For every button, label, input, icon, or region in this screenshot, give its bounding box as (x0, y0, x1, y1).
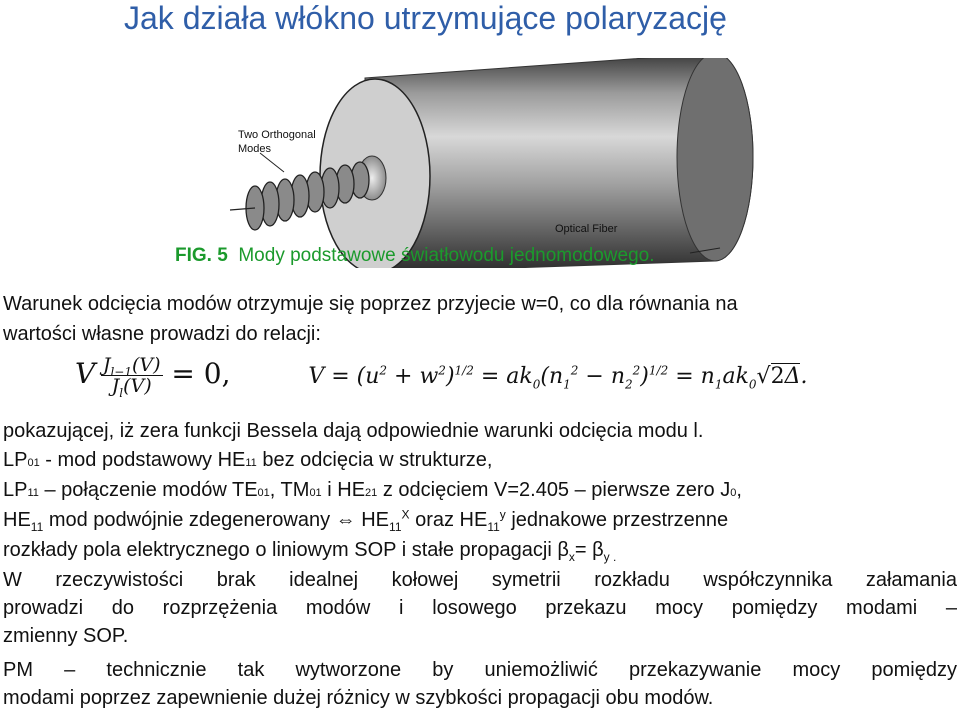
equation-1-render: V $\frac{J_{l-1}(V)}{J_l(V)}$ = 0, (75, 354, 231, 400)
modes-label-line1: Two Orthogonal (238, 129, 316, 141)
paragraph-pm: PM – technicznie tak wytworzone by uniemożliwić przekazywanie mocy pomiędzy modami poprzez zapewnienie dużej różnicy w szybkości propagacji obu modów. (3, 659, 957, 709)
intro-line-1: Warunek odcięcia modów otrzymuje się poprzez przyjecie w=0, co dla równania na (3, 293, 738, 315)
modes-label-line2: Modes (238, 143, 272, 155)
lp11-line: LP11 – połączenie modów TE01, TM01 i HE21 z odcięciem V=2.405 – pierwsze zero J0, (3, 479, 742, 501)
propagation-line: rozkłady pola elektrycznego o liniowym SOP i stałe propagacji $\beta_x= \beta_{y .}$ (3, 539, 617, 564)
bessel-equations (75, 354, 808, 400)
fiber-far-end (677, 58, 753, 261)
paragraph-symmetry: W rzeczywistości brak idealnej kołowej symetrii rozkładu współczynnika załamania prowadzi do rozprzężenia modów i losowego przekazu mocy pomiędzy modami – zmienny SOP. (3, 569, 957, 647)
bessel-line: pokazującej, iż zera funkcji Bessela dają odpowiednie warunki odcięcia modu l. (3, 420, 704, 442)
caption-number: FIG. 5 (175, 245, 228, 266)
figure-caption (175, 245, 655, 267)
caption-text: Mody podstawowe światłowodu jednomodowego. (238, 245, 655, 266)
lp01-line: LP01 - mod podstawowy HE11 bez odcięcia w strukturze, (3, 449, 493, 471)
fiber-label: Optical Fiber (555, 223, 618, 235)
he11-line: $HE_{11}$ mod podwójnie zdegenerowany ⇔ $HE_{11}^X$ oraz $HE_{11}^y$ jednakowe przestrzenne (3, 507, 729, 534)
fiber-illustration (160, 58, 800, 268)
intro-line-2: wartości własne prowadzi do relacji: (3, 323, 321, 345)
page-title: Jak działa włókno utrzymujące polaryzację (124, 0, 727, 36)
equation-2-render: $V = (u^2 + w^2)^{1/2} = ak_0(n_1^2 - n_2^2)^{1/2} = n_1ak_0√2\Delta$. (308, 363, 808, 392)
